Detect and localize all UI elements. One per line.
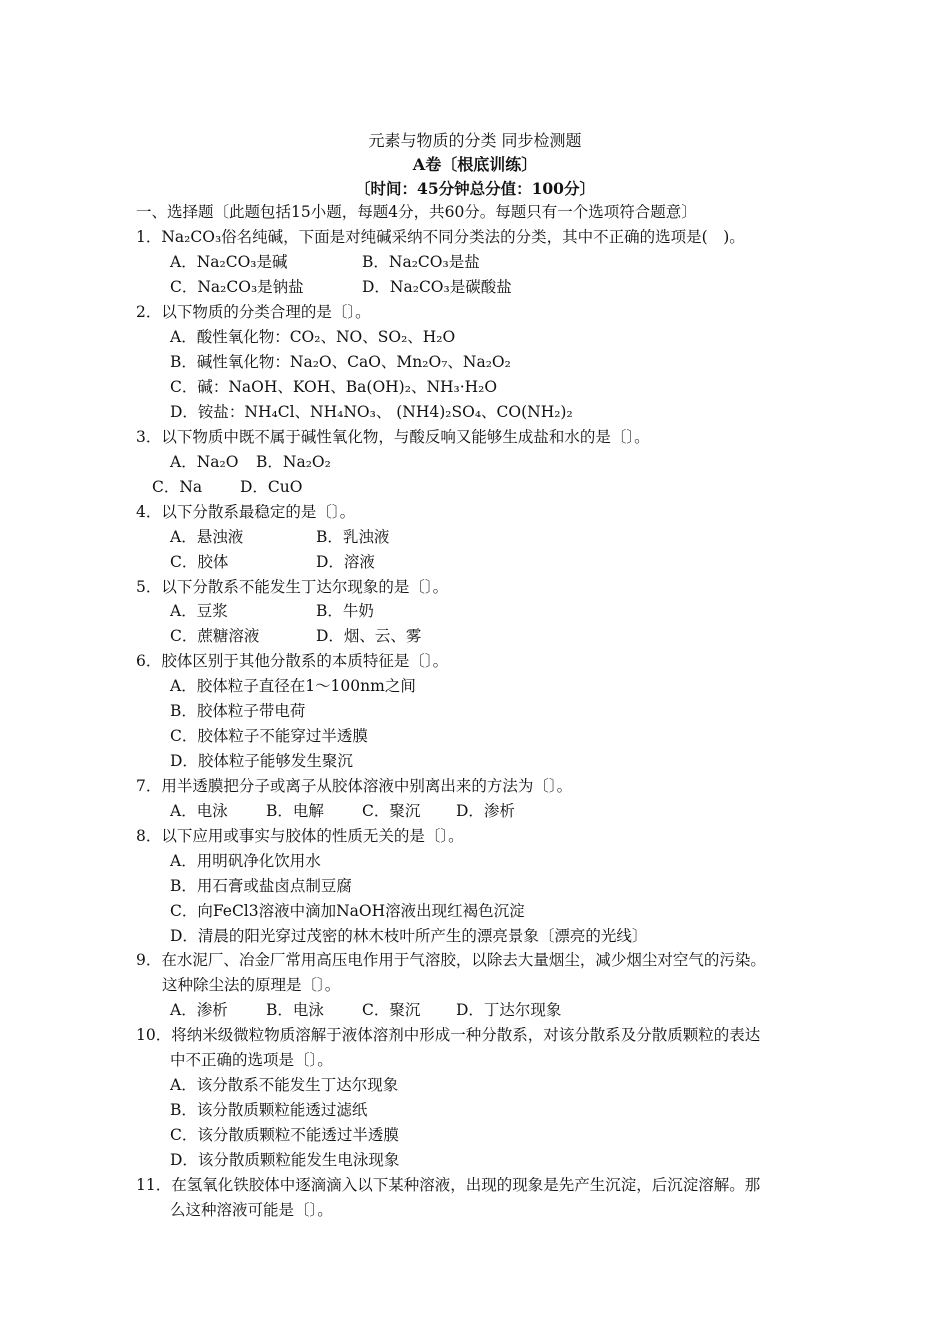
q10-option-c: C．该分散质颗粒不能透过半透膜 (170, 1126, 399, 1144)
q5-stem: 5．以下分散系不能发生丁达尔现象的是〔〕。 (136, 578, 449, 596)
q9-option-c: C．聚沉 (362, 1001, 421, 1019)
q8-option-b: B．用石膏或盐卤点制豆腐 (170, 877, 352, 895)
q9-stem: 9．在水泥厂、冶金厂常用高压电作用于气溶胶，以除去大量烟尘，减少烟尘对空气的污染。 (136, 951, 766, 969)
q7-option-d: D．渗析 (456, 802, 515, 820)
q10-option-b: B．该分散质颗粒能透过滤纸 (170, 1101, 368, 1119)
q2-stem: 2．以下物质的分类合理的是〔〕。 (136, 303, 371, 321)
q6-option-a: A．胶体粒子直径在1～100nm之间 (170, 677, 416, 695)
q8-option-c: C．向FeCl3溶液中滴加NaOH溶液出现红褐色沉淀 (170, 902, 525, 920)
q4-option-c: C．胶体 (170, 553, 229, 571)
q7-option-c: C．聚沉 (362, 802, 421, 820)
q4-option-d: D．溶液 (316, 553, 375, 571)
q3-stem: 3．以下物质中既不属于碱性氧化物，与酸反响又能够生成盐和水的是〔〕。 (136, 428, 650, 446)
q2-option-a: A．酸性氧化物：CO₂、NO、SO₂、H₂O (170, 328, 456, 346)
q9-option-a: A．渗析 (170, 1001, 228, 1019)
q6-option-b: B．胶体粒子带电荷 (170, 702, 306, 720)
q3-option-b: B．Na₂O₂ (256, 453, 331, 471)
q4-stem: 4．以下分散系最稳定的是〔〕。 (136, 503, 356, 521)
q6-option-c: C．胶体粒子不能穿过半透膜 (170, 727, 368, 745)
q1-option-d: D．Na₂CO₃是碳酸盐 (362, 278, 512, 296)
q1-option-b: B．Na₂CO₃是盐 (362, 253, 480, 271)
q11-stem: 11．在氢氧化铁胶体中逐滴滴入以下某种溶液，出现的现象是先产生沉淀，后沉淀溶解。那 (136, 1176, 761, 1194)
doc-title: 元素与物质的分类 同步检测题 (368, 131, 582, 150)
q3-option-d: D．CuO (240, 478, 303, 496)
q8-option-a: A．用明矾净化饮用水 (170, 852, 321, 870)
q10-stem: 10．将纳米级微粒物质溶解于液体溶剂中形成一种分散系，对该分散系及分散质颗粒的表达 (136, 1026, 761, 1044)
q9-stem-cont: 这种除尘法的原理是〔〕。 (162, 976, 341, 994)
section-heading: 一、选择题〔此题包括15小题，每题4分，共60分。每题只有一个选项符合题意〕 (136, 203, 697, 221)
q6-option-d: D．胶体粒子能够发生聚沉 (170, 752, 353, 770)
q7-stem: 7．用半透膜把分子或离子从胶体溶液中别离出来的方法为〔〕。 (136, 777, 573, 795)
q5-option-b: B．牛奶 (316, 602, 374, 620)
q4-option-a: A．悬浊液 (170, 528, 244, 546)
doc-time-score: 〔时间：45分钟总分值：100分〕 (355, 179, 595, 198)
q1-stem: 1．Na₂CO₃俗名纯碱，下面是对纯碱采纳不同分类法的分类，其中不正确的选项是( )。 (136, 228, 745, 246)
q3-option-c: C．Na (152, 478, 203, 496)
q10-option-a: A．该分散系不能发生丁达尔现象 (170, 1076, 399, 1094)
q6-stem: 6．胶体区别于其他分散系的本质特征是〔〕。 (136, 652, 449, 670)
q4-option-b: B．乳浊液 (316, 528, 390, 546)
q5-option-d: D．烟、云、雾 (316, 627, 422, 645)
q11-stem-cont: 么这种溶液可能是〔〕。 (170, 1201, 333, 1219)
q3-option-a: A．Na₂O (170, 453, 239, 471)
q5-option-c: C．蔗糖溶液 (170, 627, 260, 645)
doc-subtitle: A卷〔根底训练〕 (412, 155, 538, 174)
q2-option-b: B．碱性氧化物：Na₂O、CaO、Mn₂O₇、Na₂O₂ (170, 353, 511, 371)
q2-option-d: D．铵盐：NH₄Cl、NH₄NO₃、 (NH4)₂SO₄、CO(NH₂)₂ (170, 403, 573, 421)
q2-option-c: C．碱：NaOH、KOH、Ba(OH)₂、NH₃·H₂O (170, 378, 498, 396)
q7-option-a: A．电泳 (170, 802, 228, 820)
q7-option-b: B．电解 (266, 802, 324, 820)
q8-stem: 8．以下应用或事实与胶体的性质无关的是〔〕。 (136, 827, 464, 845)
q9-option-d: D．丁达尔现象 (456, 1001, 562, 1019)
q1-option-c: C．Na₂CO₃是钠盐 (170, 278, 304, 296)
q10-stem-cont: 中不正确的选项是〔〕。 (170, 1051, 333, 1069)
q10-option-d: D．该分散质颗粒能发生电泳现象 (170, 1151, 400, 1169)
q9-option-b: B．电泳 (266, 1001, 324, 1019)
q8-option-d: D．清晨的阳光穿过茂密的林木枝叶所产生的漂亮景象〔漂亮的光线〕 (170, 927, 648, 945)
q5-option-a: A．豆浆 (170, 602, 228, 620)
q1-option-a: A．Na₂CO₃是碱 (170, 253, 288, 271)
